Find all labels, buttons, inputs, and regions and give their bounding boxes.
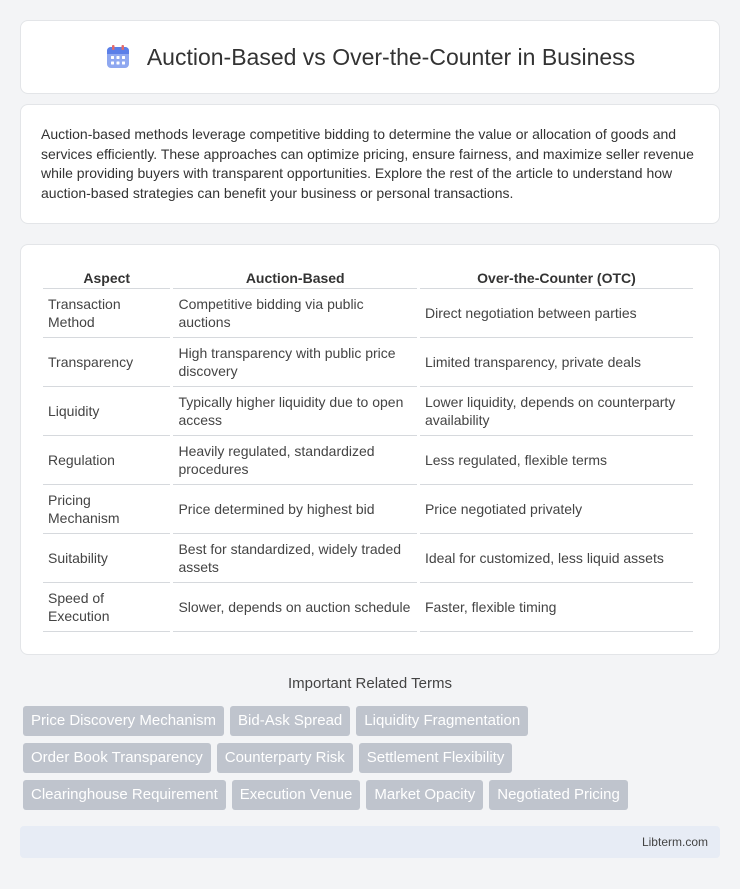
- related-terms-list: [23, 706, 723, 817]
- header-card: [20, 20, 720, 94]
- cell-otc: Direct negotiation between parties: [420, 289, 693, 338]
- related-term-tag[interactable]: Counterparty Risk: [217, 743, 353, 773]
- table-row: [43, 289, 693, 338]
- related-term-tag[interactable]: Clearinghouse Requirement: [23, 780, 226, 810]
- cell-otc: Faster, flexible timing: [420, 583, 693, 632]
- cell-auction-based: Price determined by highest bid: [173, 485, 417, 534]
- comparison-table: [40, 267, 696, 632]
- related-terms-row: [23, 706, 723, 736]
- cell-aspect: Speed of Execution: [43, 583, 170, 632]
- related-term-tag[interactable]: Liquidity Fragmentation: [356, 706, 528, 736]
- cell-aspect: Transparency: [43, 338, 170, 387]
- cell-auction-based: Best for standardized, widely traded assets: [173, 534, 417, 583]
- cell-otc: Limited transparency, private deals: [420, 338, 693, 387]
- footer-site-link[interactable]: Libterm.com: [641, 835, 708, 849]
- calendar-icon: [105, 44, 131, 70]
- comparison-card: [20, 244, 720, 655]
- table-row: [43, 436, 693, 485]
- table-row: [43, 387, 693, 436]
- related-term-tag[interactable]: Market Opacity: [366, 780, 483, 810]
- table-row: [43, 338, 693, 387]
- cell-auction-based: Typically higher liquidity due to open access: [173, 387, 417, 436]
- cell-otc: Price negotiated privately: [420, 485, 693, 534]
- related-term-tag[interactable]: Order Book Transparency: [23, 743, 211, 773]
- intro-card: [20, 104, 720, 224]
- cell-auction-based: Competitive bidding via public auctions: [173, 289, 417, 338]
- cell-auction-based: Slower, depends on auction schedule: [173, 583, 417, 632]
- related-term-tag[interactable]: Bid-Ask Spread: [230, 706, 350, 736]
- cell-aspect: Pricing Mechanism: [43, 485, 170, 534]
- header-auction-based: Auction-Based: [173, 267, 417, 289]
- header-otc: Over-the-Counter (OTC): [420, 267, 693, 289]
- header-aspect: Aspect: [43, 267, 170, 289]
- cell-aspect: Transaction Method: [43, 289, 170, 338]
- related-term-tag[interactable]: Price Discovery Mechanism: [23, 706, 224, 736]
- cell-aspect: Regulation: [43, 436, 170, 485]
- footer: [20, 826, 720, 858]
- cell-otc: Lower liquidity, depends on counterparty availability: [420, 387, 693, 436]
- related-terms-row: [23, 743, 723, 773]
- related-terms-title: Important Related Terms: [288, 675, 452, 692]
- cell-auction-based: Heavily regulated, standardized procedures: [173, 436, 417, 485]
- cell-otc: Less regulated, flexible terms: [420, 436, 693, 485]
- table-row: [43, 485, 693, 534]
- related-terms-row: [23, 780, 723, 810]
- table-row: [43, 534, 693, 583]
- cell-aspect: Liquidity: [43, 387, 170, 436]
- cell-aspect: Suitability: [43, 534, 170, 583]
- related-term-tag[interactable]: Settlement Flexibility: [359, 743, 513, 773]
- table-row: [43, 583, 693, 632]
- page-title: Auction-Based vs Over-the-Counter in Business: [146, 43, 636, 70]
- related-term-tag[interactable]: Execution Venue: [232, 780, 361, 810]
- cell-auction-based: High transparency with public price discovery: [173, 338, 417, 387]
- related-term-tag[interactable]: Negotiated Pricing: [489, 780, 628, 810]
- cell-otc: Ideal for customized, less liquid assets: [420, 534, 693, 583]
- intro-text: Auction-based methods leverage competitive bidding to determine the value or allocation of goods and services efficiently. These approaches can optimize pricing, ensure fairness, and maximize seller revenue while providing buyers with transparent opportunities. Explore the rest of the article to understand how auction-based strategies can benefit your business or personal transactions.: [41, 126, 694, 201]
- table-header-row: [43, 267, 693, 289]
